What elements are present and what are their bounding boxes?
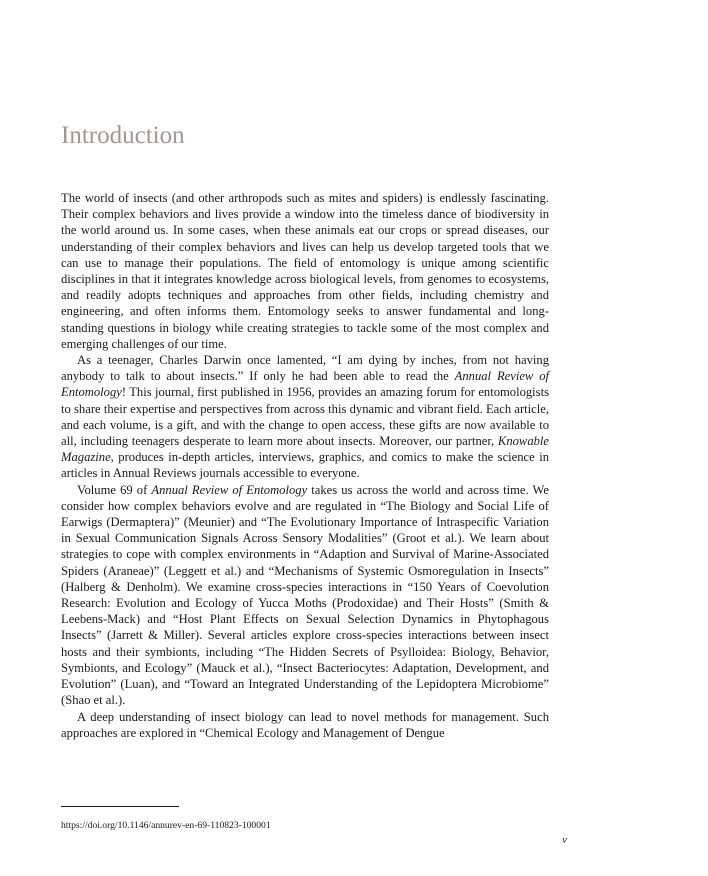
text-run: Volume 69 of	[77, 482, 152, 497]
text-run: A deep understanding of insect biology can lead to novel methods for management. Such approaches are explored in “Chemical Ecology and Management of Dengue	[61, 709, 549, 740]
text-run: The world of insects (and other arthropods such as mites and spiders) is endlessly fascinating. Their complex behaviors and lives provide a window into the timeless dance of biodiversity in the world around us. In some cases, when these animals eat our crops or spread diseases, our understanding of their complex behaviors and lives can help us develop targeted tools that we can use to manage their populations. The field of entomology is unique among scientific disciplines in that it integrates knowledge across biological levels, from genomes to ecosystems, and readily adopts techniques and approaches from other fields, including chemistry and engineering, and often informs them. Entomology seeks to answer fundamental and long-standing questions in biology while creating strategies to tackle some of the most complex and emerging challenges of our time.	[61, 191, 549, 351]
italic-title: Annual Review of Entomology	[61, 369, 549, 400]
page-number: v	[562, 834, 567, 846]
text-run: takes us across the world and across time. We consider how complex behaviors evolve and are regulated in “The Biology and Social Life of Earwigs (Dermaptera)” (Meunier) and “The Evolutionary Importance of Intraspecific Variation in Sexual Communication Signals Across Sensory Modalities” (Groot et al.). We learn about strategies to cope with complex environments in “Adaption and Survival of Marine-Associated Spiders (Araneae)” (Leggett et al.) and “Mechanisms of Systemic Osmoregulation in Insects” (Halberg & Denholm). We examine cross-species interactions in “150 Years of Coevolution Research: Evolution and Ecology of Yucca Moths (Prodoxidae) and Their Hosts” (Smith & Leebens-Mack) and “Host Plant Effects on Sexual Selection Dynamics in Phytophagous Insects” (Jarrett & Miller). Several articles explore cross-species interactions between insect hosts and their symbionts, including “The Hidden Secrets of Psylloidea: Biology, Behavior, Symbionts, and Ecology” (Mauck et al.), “Insect Bacteriocytes: Adaptation, Development, and Evolution” (Luan), and “Toward an Integrated Understanding of the Lepidoptera Microbiome” (Shao et al.).	[61, 482, 550, 708]
italic-title: Annual Review of Entomology	[151, 482, 308, 497]
body-text	[61, 190, 549, 741]
text-run: As a teenager, Charles Darwin once lamented, “I am dying by inches, from not having anybody to talk to about insects.” If only he had been able to read the	[61, 353, 549, 384]
page-heading: Introduction	[61, 122, 185, 149]
paragraph	[61, 709, 549, 741]
paragraph	[61, 482, 549, 709]
doi-footnote: https://doi.org/10.1146/annurev-en-69-110823-100001	[61, 820, 271, 831]
footnote-rule	[61, 806, 179, 807]
text-run: ! This journal, first published in 1956, provides an amazing forum for entomologists to share their expertise and perspectives from across this dynamic and vibrant field. Each article, and each volume, is a gift, and with the change to open access, these gifts are now available to all, including teenagers desperate to learn more about insects. Moreover, our partner,	[61, 385, 549, 449]
paragraph	[61, 190, 549, 352]
italic-title: Knowable Magazine	[61, 434, 549, 465]
text-run: , produces in-depth articles, interviews, graphics, and comics to make the science in articles in Annual Reviews journals accessible to everyone.	[61, 450, 549, 481]
paragraph	[61, 352, 549, 482]
